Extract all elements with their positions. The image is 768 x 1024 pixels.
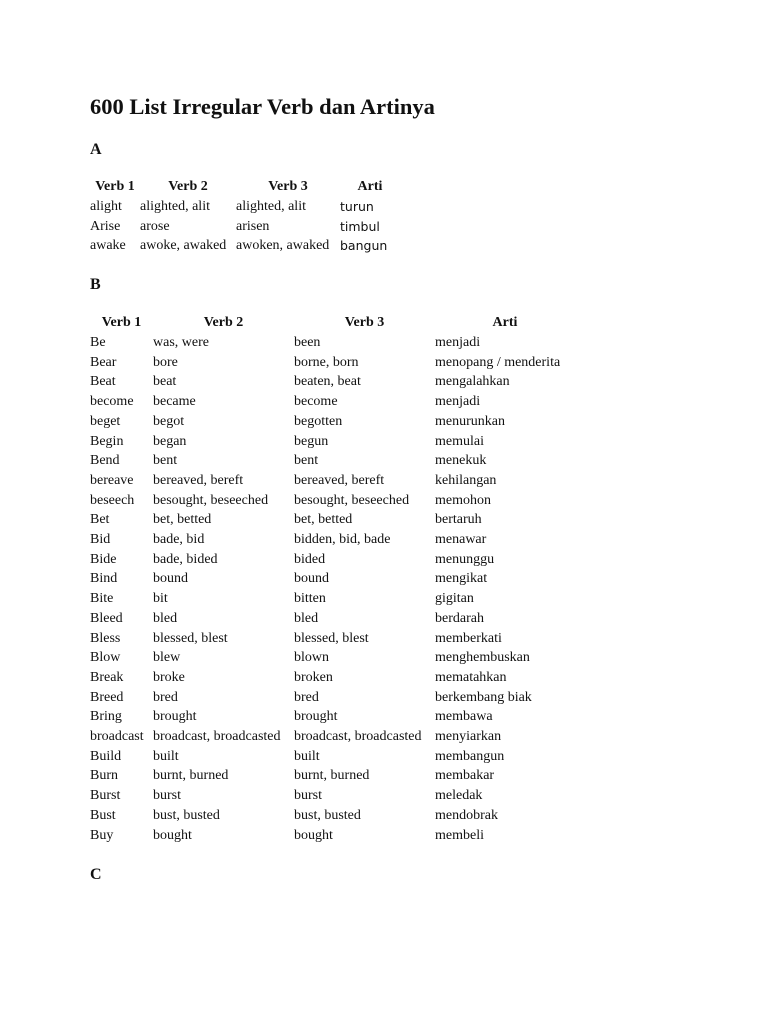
table-row (90, 510, 575, 530)
table-row (90, 491, 575, 511)
table-row (90, 197, 400, 217)
table-row (90, 569, 575, 589)
verb-3-cell: bound (294, 571, 329, 587)
verb-2-cell: alighted, alit (140, 199, 210, 214)
arti-cell: timbul (340, 218, 380, 234)
verb-3-cell: built (294, 748, 320, 764)
table-row (90, 392, 575, 412)
header-verb-2: Verb 2 (168, 179, 208, 194)
verb-2-cell: burnt, burned (153, 768, 229, 784)
verb-1-cell: alight (90, 199, 122, 214)
verb-1-cell: Burst (90, 788, 121, 804)
verb-3-cell: blessed, blest (294, 630, 369, 646)
arti-cell: menjadi (435, 394, 481, 410)
arti-cell: menjadi (435, 335, 481, 350)
verb-2-cell: bred (153, 689, 178, 705)
verb-1-cell: Begin (90, 433, 124, 449)
header-verb-3: Verb 3 (344, 315, 385, 330)
verb-1-cell: Bring (90, 709, 122, 725)
arti-cell: mengikat (435, 571, 488, 587)
table-row (90, 550, 575, 570)
arti-cell: mendobrak (435, 807, 498, 823)
verb-3-cell: blown (294, 650, 329, 666)
verb-1-cell: Bind (90, 571, 118, 587)
verb-3-cell: bled (294, 610, 319, 626)
verb-2-cell: blessed, blest (153, 630, 228, 646)
verb-3-cell: begotten (294, 413, 343, 429)
arti-cell: gigitan (435, 591, 474, 607)
verb-2-cell: bade, bid (153, 532, 205, 548)
verb-2-cell: built (153, 748, 179, 764)
verb-3-cell: bust, busted (294, 807, 361, 823)
verb-1-cell: bereave (90, 472, 134, 488)
arti-cell: menekuk (435, 453, 487, 469)
header-verb-2: Verb 2 (203, 315, 244, 330)
verb-2-cell: bought (153, 827, 192, 843)
section-letter-a: A (90, 141, 102, 158)
header-arti: Arti (492, 315, 518, 330)
verb-1-cell: broadcast (90, 729, 144, 745)
verb-3-cell: awoken, awaked (236, 238, 330, 254)
verb-1-cell: Bust (90, 807, 116, 823)
verb-2-cell: bent (153, 453, 178, 469)
verb-2-cell: broadcast, broadcasted (153, 729, 281, 745)
arti-cell: kehilangan (435, 472, 497, 488)
verb-table-b (90, 313, 575, 845)
verb-3-cell: bitten (294, 591, 326, 607)
table-row (90, 451, 575, 471)
verb-2-cell: began (153, 433, 187, 449)
verb-1-cell: Bleed (90, 610, 123, 626)
verb-2-cell: burst (153, 788, 181, 804)
table-row (90, 432, 575, 452)
verb-1-cell: Burn (90, 768, 118, 784)
verb-2-cell: became (153, 394, 196, 410)
table-row (90, 688, 575, 708)
table-row (90, 530, 575, 550)
table-row (90, 629, 575, 649)
verb-2-cell: bet, betted (153, 512, 212, 528)
page-title: 600 List Irregular Verb dan Artinya (90, 94, 435, 119)
table-row (90, 826, 575, 846)
arti-cell: menyiarkan (435, 729, 502, 745)
table-row (90, 609, 575, 629)
table-row (90, 727, 575, 747)
verb-3-cell: broadcast, broadcasted (294, 729, 422, 745)
verb-1-cell: Bless (90, 630, 121, 646)
arti-cell: membeli (435, 827, 484, 843)
arti-cell: memohon (435, 492, 491, 508)
verb-1-cell: Arise (90, 218, 121, 234)
verb-1-cell: Bite (90, 591, 114, 607)
verb-3-cell: bred (294, 689, 319, 705)
verb-1-cell: Bend (90, 453, 120, 469)
verb-1-cell: become (90, 394, 134, 410)
verb-3-cell: become (294, 394, 338, 410)
verb-2-cell: begot (153, 413, 185, 429)
verb-1-cell: awake (90, 238, 126, 254)
verb-1-cell: Be (90, 335, 106, 350)
table-row (90, 707, 575, 727)
arti-cell: memulai (435, 433, 484, 449)
verb-1-cell: Bide (90, 551, 117, 567)
verb-1-cell: Bet (90, 512, 110, 528)
verb-1-cell: Buy (90, 827, 114, 843)
arti-cell: menawar (435, 532, 487, 548)
verb-1-cell: Blow (90, 650, 121, 666)
verb-2-cell: broke (153, 669, 185, 685)
table-row (90, 353, 575, 373)
verb-3-cell: beaten, beat (294, 374, 361, 390)
verb-3-cell: besought, beseeched (294, 492, 410, 508)
verb-3-cell: burnt, burned (294, 768, 370, 784)
verb-3-cell: bet, betted (294, 512, 353, 528)
table-row (90, 747, 575, 767)
table-row (90, 786, 575, 806)
arti-cell: menghembuskan (435, 650, 530, 666)
arti-cell: menurunkan (435, 413, 505, 429)
table-row (90, 372, 575, 392)
verb-3-cell: begun (294, 433, 329, 449)
table-row (90, 412, 575, 432)
verb-3-cell: been (294, 335, 321, 350)
header-verb-1: Verb 1 (95, 179, 135, 194)
table-row (90, 236, 400, 256)
verb-1-cell: Bid (90, 532, 111, 548)
verb-3-cell: brought (294, 709, 338, 725)
table-header-row (90, 313, 575, 333)
table-row (90, 766, 575, 786)
table-row (90, 668, 575, 688)
verb-3-cell: bidden, bid, bade (294, 532, 391, 548)
table-row (90, 589, 575, 609)
verb-1-cell: Build (90, 748, 122, 764)
verb-2-cell: bound (153, 571, 188, 587)
verb-2-cell: arose (140, 218, 170, 234)
header-verb-3: Verb 3 (268, 179, 308, 194)
verb-2-cell: bereaved, bereft (153, 472, 244, 488)
arti-cell: mematahkan (435, 669, 507, 685)
verb-2-cell: bled (153, 610, 178, 626)
verb-3-cell: borne, born (294, 354, 359, 370)
verb-2-cell: besought, beseeched (153, 492, 269, 508)
verb-2-cell: brought (153, 709, 197, 725)
verb-table-a (90, 177, 400, 256)
arti-cell: berkembang biak (435, 689, 532, 705)
arti-cell: bertaruh (435, 512, 482, 528)
arti-cell: menunggu (435, 551, 495, 567)
verb-3-cell: bereaved, bereft (294, 472, 385, 488)
verb-3-cell: alighted, alit (236, 199, 306, 214)
table-header-row (90, 177, 400, 197)
verb-1-cell: Break (90, 669, 124, 685)
arti-cell: meledak (435, 788, 483, 804)
arti-cell: berdarah (435, 610, 484, 626)
verb-1-cell: Breed (90, 689, 124, 705)
arti-cell: mengalahkan (435, 374, 510, 390)
header-verb-1: Verb 1 (101, 315, 142, 330)
verb-2-cell: bust, busted (153, 807, 220, 823)
verb-3-cell: burst (294, 788, 322, 804)
table-row (90, 217, 400, 237)
verb-1-cell: Beat (90, 374, 116, 390)
verb-1-cell: beseech (90, 492, 135, 508)
verb-3-cell: bought (294, 827, 333, 843)
verb-1-cell: beget (90, 413, 121, 429)
arti-cell: membawa (435, 709, 493, 725)
arti-cell: membakar (435, 768, 495, 784)
arti-cell: bangun (340, 238, 388, 254)
verb-1-cell: Bear (90, 354, 117, 370)
section-letter-b: B (90, 276, 101, 293)
table-row (90, 648, 575, 668)
verb-2-cell: bit (153, 591, 168, 607)
verb-3-cell: bided (294, 551, 326, 567)
arti-cell: membangun (435, 748, 505, 764)
section-letter-c: C (90, 866, 102, 883)
verb-3-cell: arisen (236, 218, 270, 234)
verb-2-cell: bore (153, 354, 178, 370)
table-row (90, 471, 575, 491)
verb-2-cell: awoke, awaked (140, 238, 227, 254)
header-arti: Arti (357, 179, 383, 194)
verb-2-cell: beat (153, 374, 177, 390)
verb-2-cell: was, were (153, 335, 209, 350)
verb-3-cell: bent (294, 453, 319, 469)
table-row (90, 333, 575, 353)
verb-2-cell: blew (153, 650, 181, 666)
verb-2-cell: bade, bided (153, 551, 218, 567)
arti-cell: menopang / menderita (435, 354, 561, 370)
table-row (90, 806, 575, 826)
verb-3-cell: broken (294, 669, 333, 685)
arti-cell: memberkati (435, 630, 502, 646)
arti-cell: turun (340, 199, 374, 214)
